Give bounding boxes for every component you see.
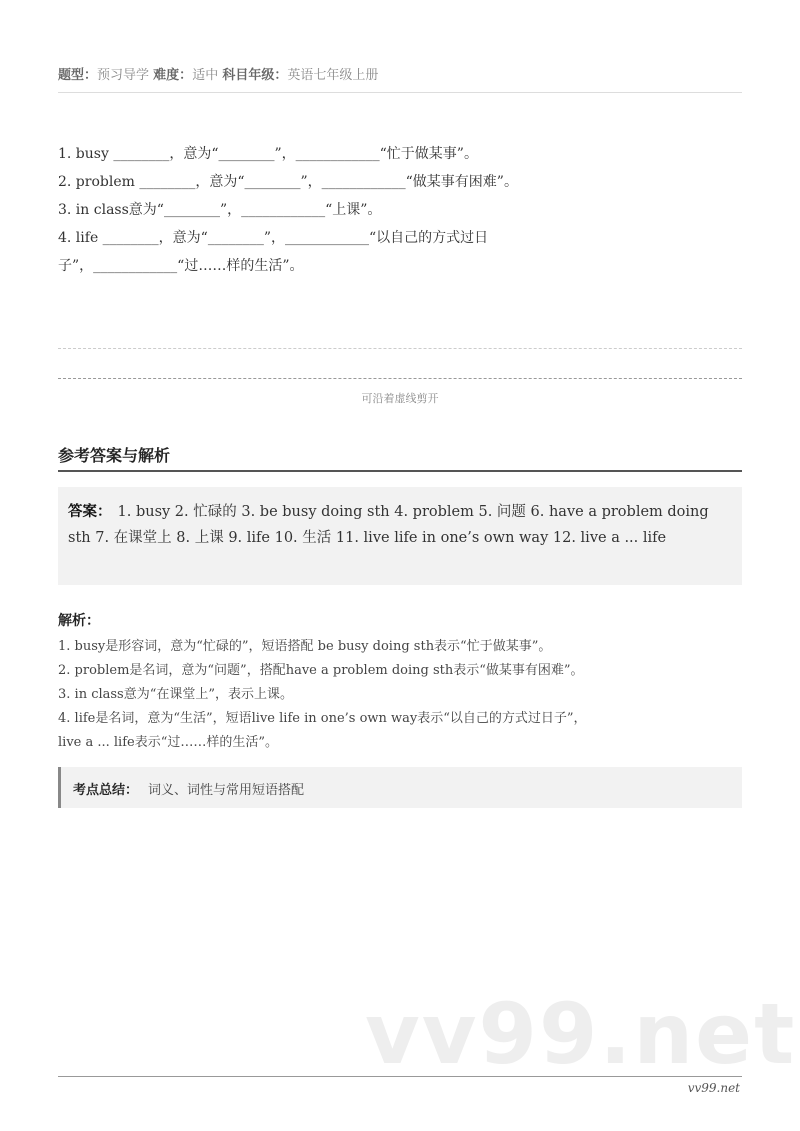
question-meta xyxy=(58,64,378,83)
answer-label: 答案： xyxy=(68,504,112,520)
type-label: 题型： xyxy=(58,68,98,83)
type-value: 预习导学 xyxy=(97,68,150,83)
answer-text: 1. busy 2. 忙碌的 3. be busy doing sth 4. problem 5. 问题 6. have a problem doing sth 7. 在课堂上 8. 上课 9. life 10. 生活 11. live life in one’s own way 12. live a ... life xyxy=(68,504,709,546)
analysis-line: live a ... life表示“过……样的生活”。 xyxy=(58,735,279,750)
answer-box xyxy=(58,487,742,585)
footer-site: vv99.net xyxy=(687,1081,740,1095)
analysis-label: 解析： xyxy=(58,613,100,629)
divider xyxy=(58,92,742,93)
question-line: 3. in class意为“________”，____________“上课”。 xyxy=(58,202,382,218)
section-underline xyxy=(58,470,742,472)
footer-divider xyxy=(58,1076,742,1077)
analysis-line: 3. in class意为“在课堂上”，表示上课。 xyxy=(58,687,294,702)
subject-value: 英语七年级上册 xyxy=(287,68,379,83)
watermark: vv99.net xyxy=(365,985,797,1083)
analysis-line: 1. busy是形容词，意为“忙碌的”，短语搭配 be busy doing sth表示“忙于做某事”。 xyxy=(58,639,552,654)
question-line: 4. life ________，意为“________”，____________“以自己的方式过日 xyxy=(58,230,489,246)
analysis-line: 2. problem是名词，意为“问题”，搭配have a problem doing sth表示“做某事有困难”。 xyxy=(58,663,584,678)
difficulty-value: 适中 xyxy=(192,68,219,83)
question-line: 2. problem ________，意为“________”，____________“做某事有困难”。 xyxy=(58,174,518,190)
dashed-cut-line xyxy=(58,348,742,349)
cut-hint: 可沿着虚线剪开 xyxy=(361,392,439,405)
summary-box xyxy=(58,767,742,808)
answer-section-title: 参考答案与解析 xyxy=(58,446,171,465)
summary-label: 考点总结： xyxy=(73,783,139,798)
difficulty-label: 难度： xyxy=(153,68,193,83)
summary-text: 词义、词性与常用短语搭配 xyxy=(148,783,305,798)
subject-label: 科目年级： xyxy=(222,68,288,83)
question-line: 1. busy ________，意为“________”，____________“忙于做某事”。 xyxy=(58,146,478,162)
question-line: 子”，____________“过……样的生活”。 xyxy=(58,258,304,274)
dashed-cut-line xyxy=(58,378,742,379)
analysis-line: 4. life是名词，意为“生活”，短语live life in one’s own way表示“以自己的方式过日子”， xyxy=(58,711,587,726)
